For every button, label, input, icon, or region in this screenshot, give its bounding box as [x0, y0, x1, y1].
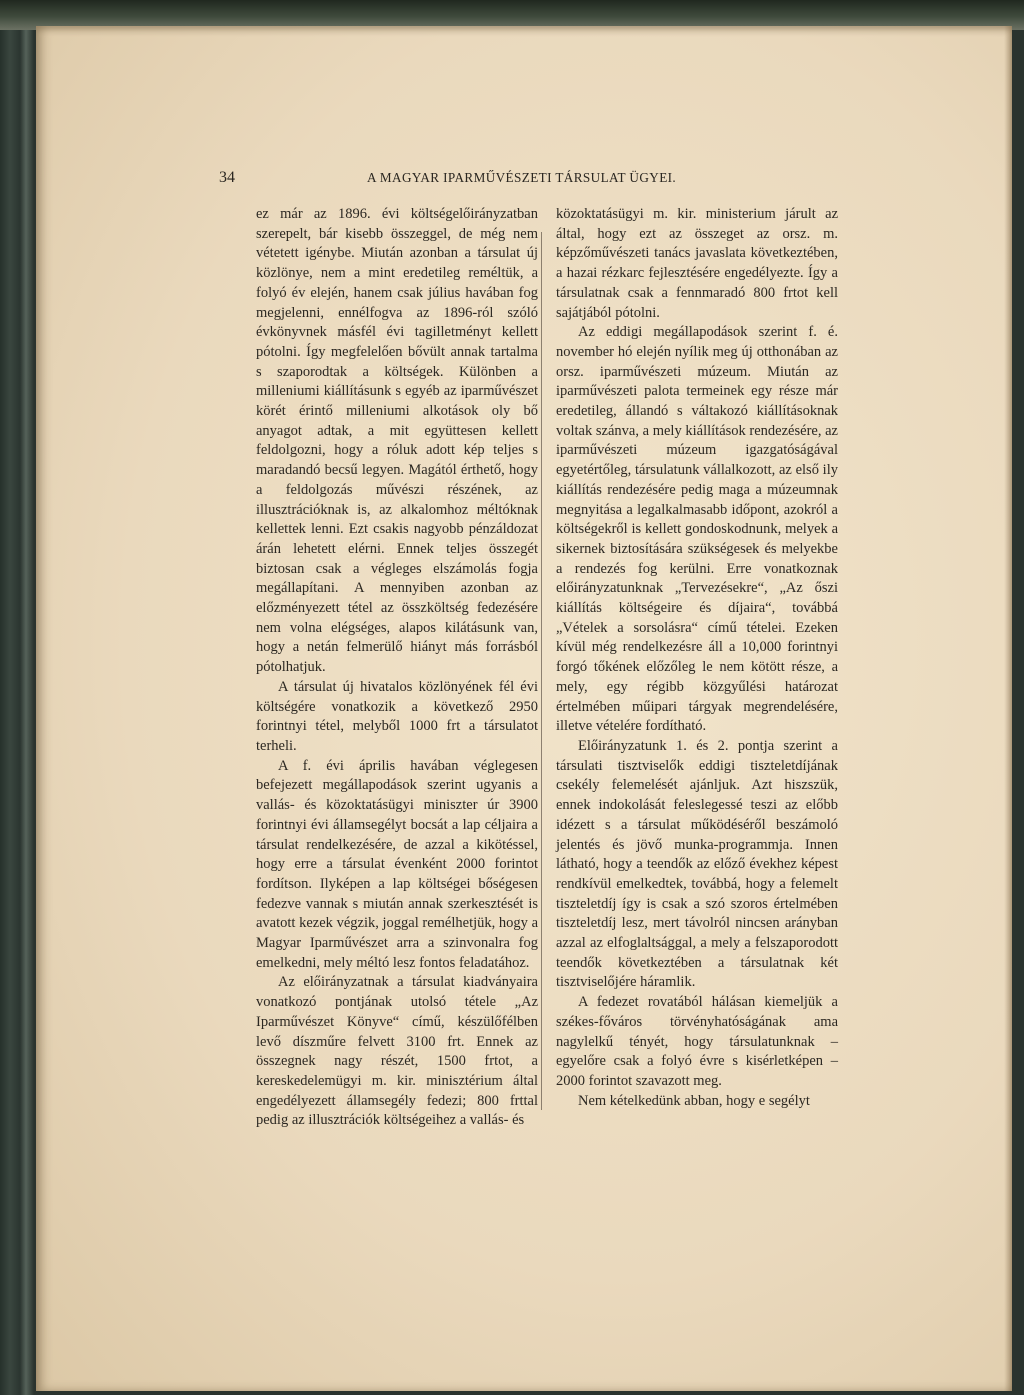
page-header — [219, 164, 827, 190]
paragraph: A f. évi április havában véglegesen befejezett megállapodások szerint ugyanis a vallás- és közoktatásügyi miniszter úr 3900 forintnyi évi államsegélyt bocsát a lap céljaira a társulat rendelkezésére, de azzal a kikötéssel, hogy erre a társulat évenként 2000 forintot fordítson. Ilyképen a lap költségei bőségesen fedezve vannak s miután annak szerkesztését is avatott kezek végzik, joggal remélhetjük, hogy a Magyar Iparművészet arra a szinvonalra fog emelkedni, mely méltó lesz fontos feladatához. — [256, 757, 538, 971]
paragraph: Nem kételkedünk abban, hogy e segélyt — [578, 1092, 810, 1109]
paragraph: Az eddigi megállapodások szerint f. é. november hó elején nyílik meg új otthonában az orsz. iparművészeti múzeum. Miután az iparművészeti palota termeinek egy része már eredetileg, állandó s váltakozó kiállításoknak voltak szánva, a mely kiállítások rendezésére, az iparművészeti múzeum igazgatóságával egyetértőleg, társulatunk vállalkozott, az első ily kiállítás rendezésére pedig maga a múzeumnak megnyitása a legalkalmasabb időpont, azokról a költségekről is kellett gondoskodnunk, melyek a sikernek biztosítására szükségesek és melyekbe a rendezés fog kerülni. Erre vonatkoznak előirányzatunknak „Tervezésekre“, „Az őszi kiállítás költségeire és díjaira“, továbbá „Vételek a sorsolásra“ című tételei. Ezeken kívül még rendelkezésre áll a 10,000 forintnyi forgó tőkének előzőleg le nem kötött része, a mely, egy régibb közgyűlési határozat értelmében műipari tárgyak megrendelésére, illetve vételére fordítható. — [556, 324, 838, 735]
paragraph: ez már az 1896. évi költségelőirányzatban szerepelt, bár kisebb összeggel, de még nem vétetett igénybe. Miután azonban a társulat új közlönye, nem a mint eredetileg reméltük, a folyó év elején, hanem csak július havában fog megjelenni, ennélfogva az 1896-ról szóló évkönyvnek másfél évi tagilletményt kellett pótolni. Így megfelelően bővült annak tartalma s szaporodtak a költségek. Különben a milleniumi kiállításunk s egyéb az iparművészet körét érintő milleniumi alkotások oly bő anyagot adtak, a mit együttesen kellett feldolgozni, hogy a róluk adott kép teljes s maradandó becsű legyen. Magától érthető, hogy a feldolgozás művészi részének, az illusztrációknak is, az alkalomhoz méltóknak kellettek lenni. Ezt csakis nagyobb pénzáldozat árán lehetett elérni. Ennek teljes összegét biztosan csak a végleges elszámolás fogja megállapítani. A mennyiben azonban az előzményezett tétel az összköltség fedezésére nem volna elégséges, alapos kilátásunk van, hogy a netán felmerülő hiányt más forrásból pótolhatjuk. — [256, 206, 538, 676]
right-column — [556, 205, 838, 1111]
paragraph: Az előirányzatnak a társulat kiadványaira vonatkozó pontjának utolsó tétele „Az Iparművészet Könyve“ című, készülőfélben levő díszműre felvett 3100 frt. Ennek az összegnek nagy részét, 1500 frtot, a kereskedelemügyi m. kir. minisztérium által engedélyezett államsegély fedezi; 800 frttal pedig az illusztrációk költségeihez a vallás- és — [256, 974, 538, 1129]
paragraph: közoktatásügyi m. kir. ministerium járult az által, hogy ezt az összeget az orsz. m. képzőművészeti tanács javaslata következtében, a hazai rézkarc fejlesztésére engedélyezte. Így a társulatnak csak a fennmaradó 800 frtot kell sajátjából pótolni. — [556, 206, 838, 321]
paragraph: A fedezet rovatából hálásan kiemeljük a székes-főváros törvényhatóságának ama nagylelkű tényét, hogy társulatunknak – egyelőre csak a folyó évre s kisérletképen – 2000 forintot szavazott meg. — [556, 994, 838, 1089]
running-title: A MAGYAR IPARMŰVÉSZETI TÁRSULAT ÜGYEI. — [367, 170, 677, 185]
left-column — [256, 205, 538, 1131]
paragraph: Előirányzatunk 1. és 2. pontja szerint a társulati tisztviselők eddigi tiszteletdíjának csekély felemelését ajánljuk. Azt hiszszük, ennek indokolását feleslegessé teszi az előbb idézett s a társulat működéséről beszámoló jelentés és jövő munka-programmja. Innen látható, hogy a teendők az előző évekhez képest rendkívül emelkedtek, továbbá, hogy a felemelt tiszteletdíj így is csak a szó szoros értelmében tiszteletdíj lesz, mert távolról nincsen arányban azzal az elfoglaltsággal, a mely a felszaporodott teendők következtében a társulatnak két tisztviselőjére háramlik. — [556, 737, 838, 991]
paragraph: A társulat új hivatalos közlönyének fél évi költségére vonatkozik a következő 2950 forintnyi tétel, melyből 1000 frt a társulatot terheli. — [256, 678, 538, 754]
column-divider — [541, 232, 542, 1110]
page-number: 34 — [219, 169, 235, 186]
